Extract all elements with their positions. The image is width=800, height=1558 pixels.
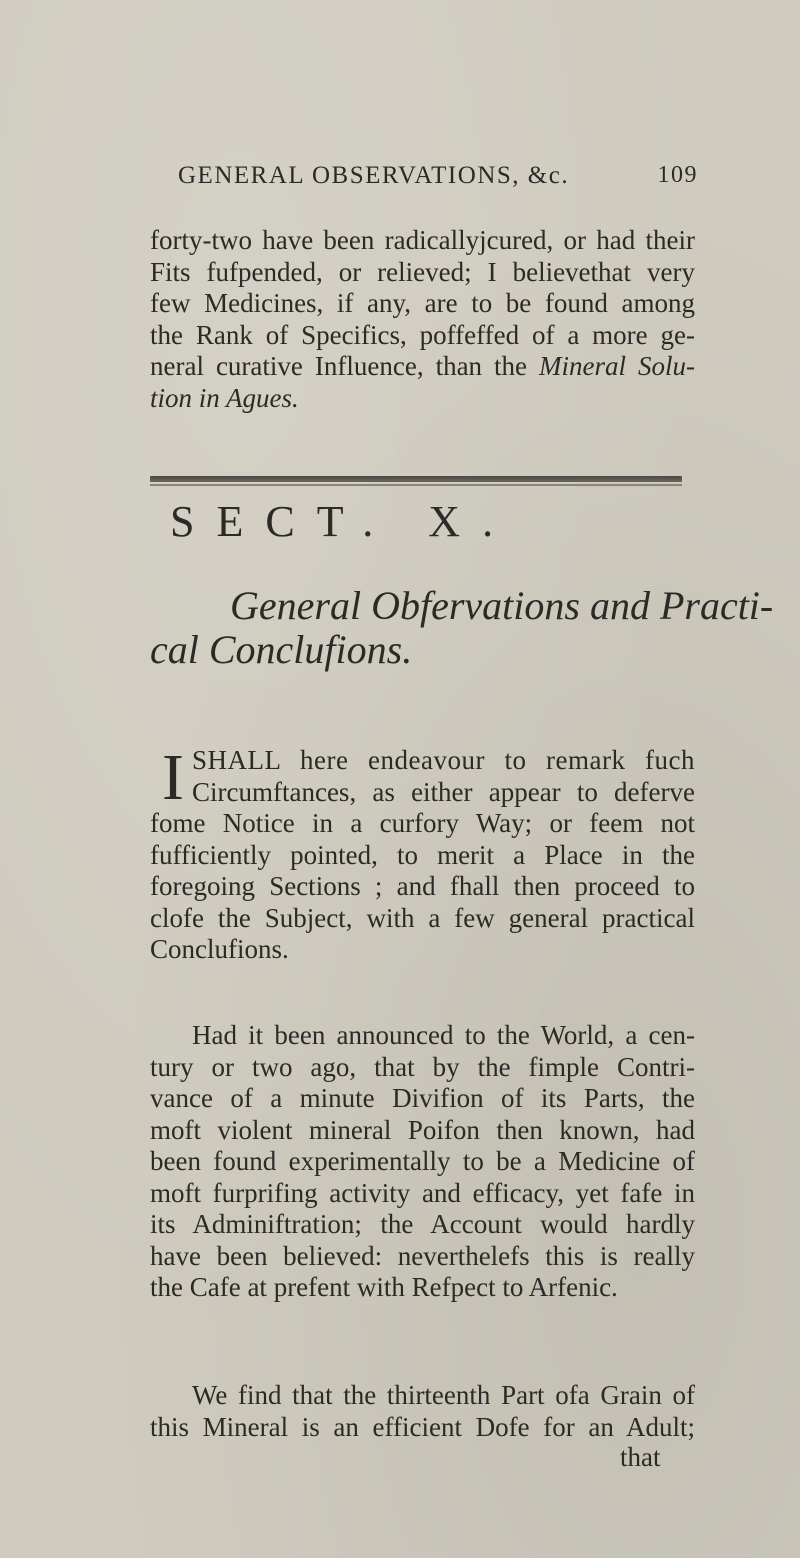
text-line: Conclufions. [150, 934, 289, 964]
paragraph-3 [150, 1380, 695, 1443]
text-segment: neral curative Influence, than the [150, 351, 540, 381]
text-line: SHALL here endeavour to remark fuch [192, 745, 695, 775]
subtitle-line: General Obfervations and Practi- [230, 583, 774, 628]
opening-paragraph [150, 225, 695, 414]
subtitle-line: cal Conclufions. [150, 627, 413, 672]
text-line: Fits fufpended, or relieved; I believethat very [150, 256, 695, 287]
text-line: clofe the Subject, with a few general practical [150, 902, 695, 933]
text-line: have been believed: neverthelefs this is really [150, 1240, 695, 1271]
running-head-title: GENERAL OBSERVATIONS, &c. [178, 162, 570, 189]
text-line [150, 351, 695, 383]
section-subtitle [150, 583, 774, 672]
text-line: this Mineral is an efficient Dofe for an Adult; [150, 1411, 695, 1442]
text-line: the Rank of Specifics, poffeffed of a more ge- [150, 319, 695, 350]
text-line: forty-two have been radicallyjcured, or had their [150, 225, 695, 255]
text-line: Had it been announced to the World, a cen- [192, 1020, 695, 1050]
page-number: 109 [657, 162, 698, 188]
text-line: few Medicines, if any, are to be found among [150, 288, 695, 318]
text-line: the Cafe at prefent with Refpect to Arfenic. [150, 1272, 618, 1302]
text-line: Circumftances, as either appear to deferve [192, 776, 695, 807]
text-line: moft violent mineral Poifon then known, had [150, 1114, 695, 1145]
text-line: vance of a minute Divifion of its Parts, the [150, 1083, 695, 1113]
catchword: that [620, 1442, 661, 1472]
section-heading: SECT. X. [170, 497, 516, 546]
text-line: fufficiently pointed, to merit a Place in the [150, 839, 695, 870]
text-line: tury or two ago, that by the fimple Contri- [150, 1051, 695, 1082]
running-head [178, 162, 698, 202]
paragraph-1 [150, 741, 695, 966]
text-line: its Adminiftration; the Account would hardly [150, 1209, 695, 1239]
italic-segment: Mineral Solu- [539, 351, 696, 381]
drop-cap: I [162, 741, 184, 814]
section-divider-rule [150, 476, 682, 482]
text-line: fome Notice in a curfory Way; or feem not [150, 808, 695, 838]
paragraph-2 [150, 1020, 695, 1304]
text-line: been found experimentally to be a Medicine of [150, 1146, 695, 1176]
text-line: tion in Agues. [150, 382, 299, 413]
text-line: We find that the thirteenth Part ofa Grain of [192, 1380, 695, 1410]
text-line: moft furprifing activity and efficacy, yet fafe in [150, 1177, 695, 1208]
section-divider-rule-thin [150, 484, 682, 486]
text-line: foregoing Sections ; and fhall then proceed to [150, 871, 695, 901]
